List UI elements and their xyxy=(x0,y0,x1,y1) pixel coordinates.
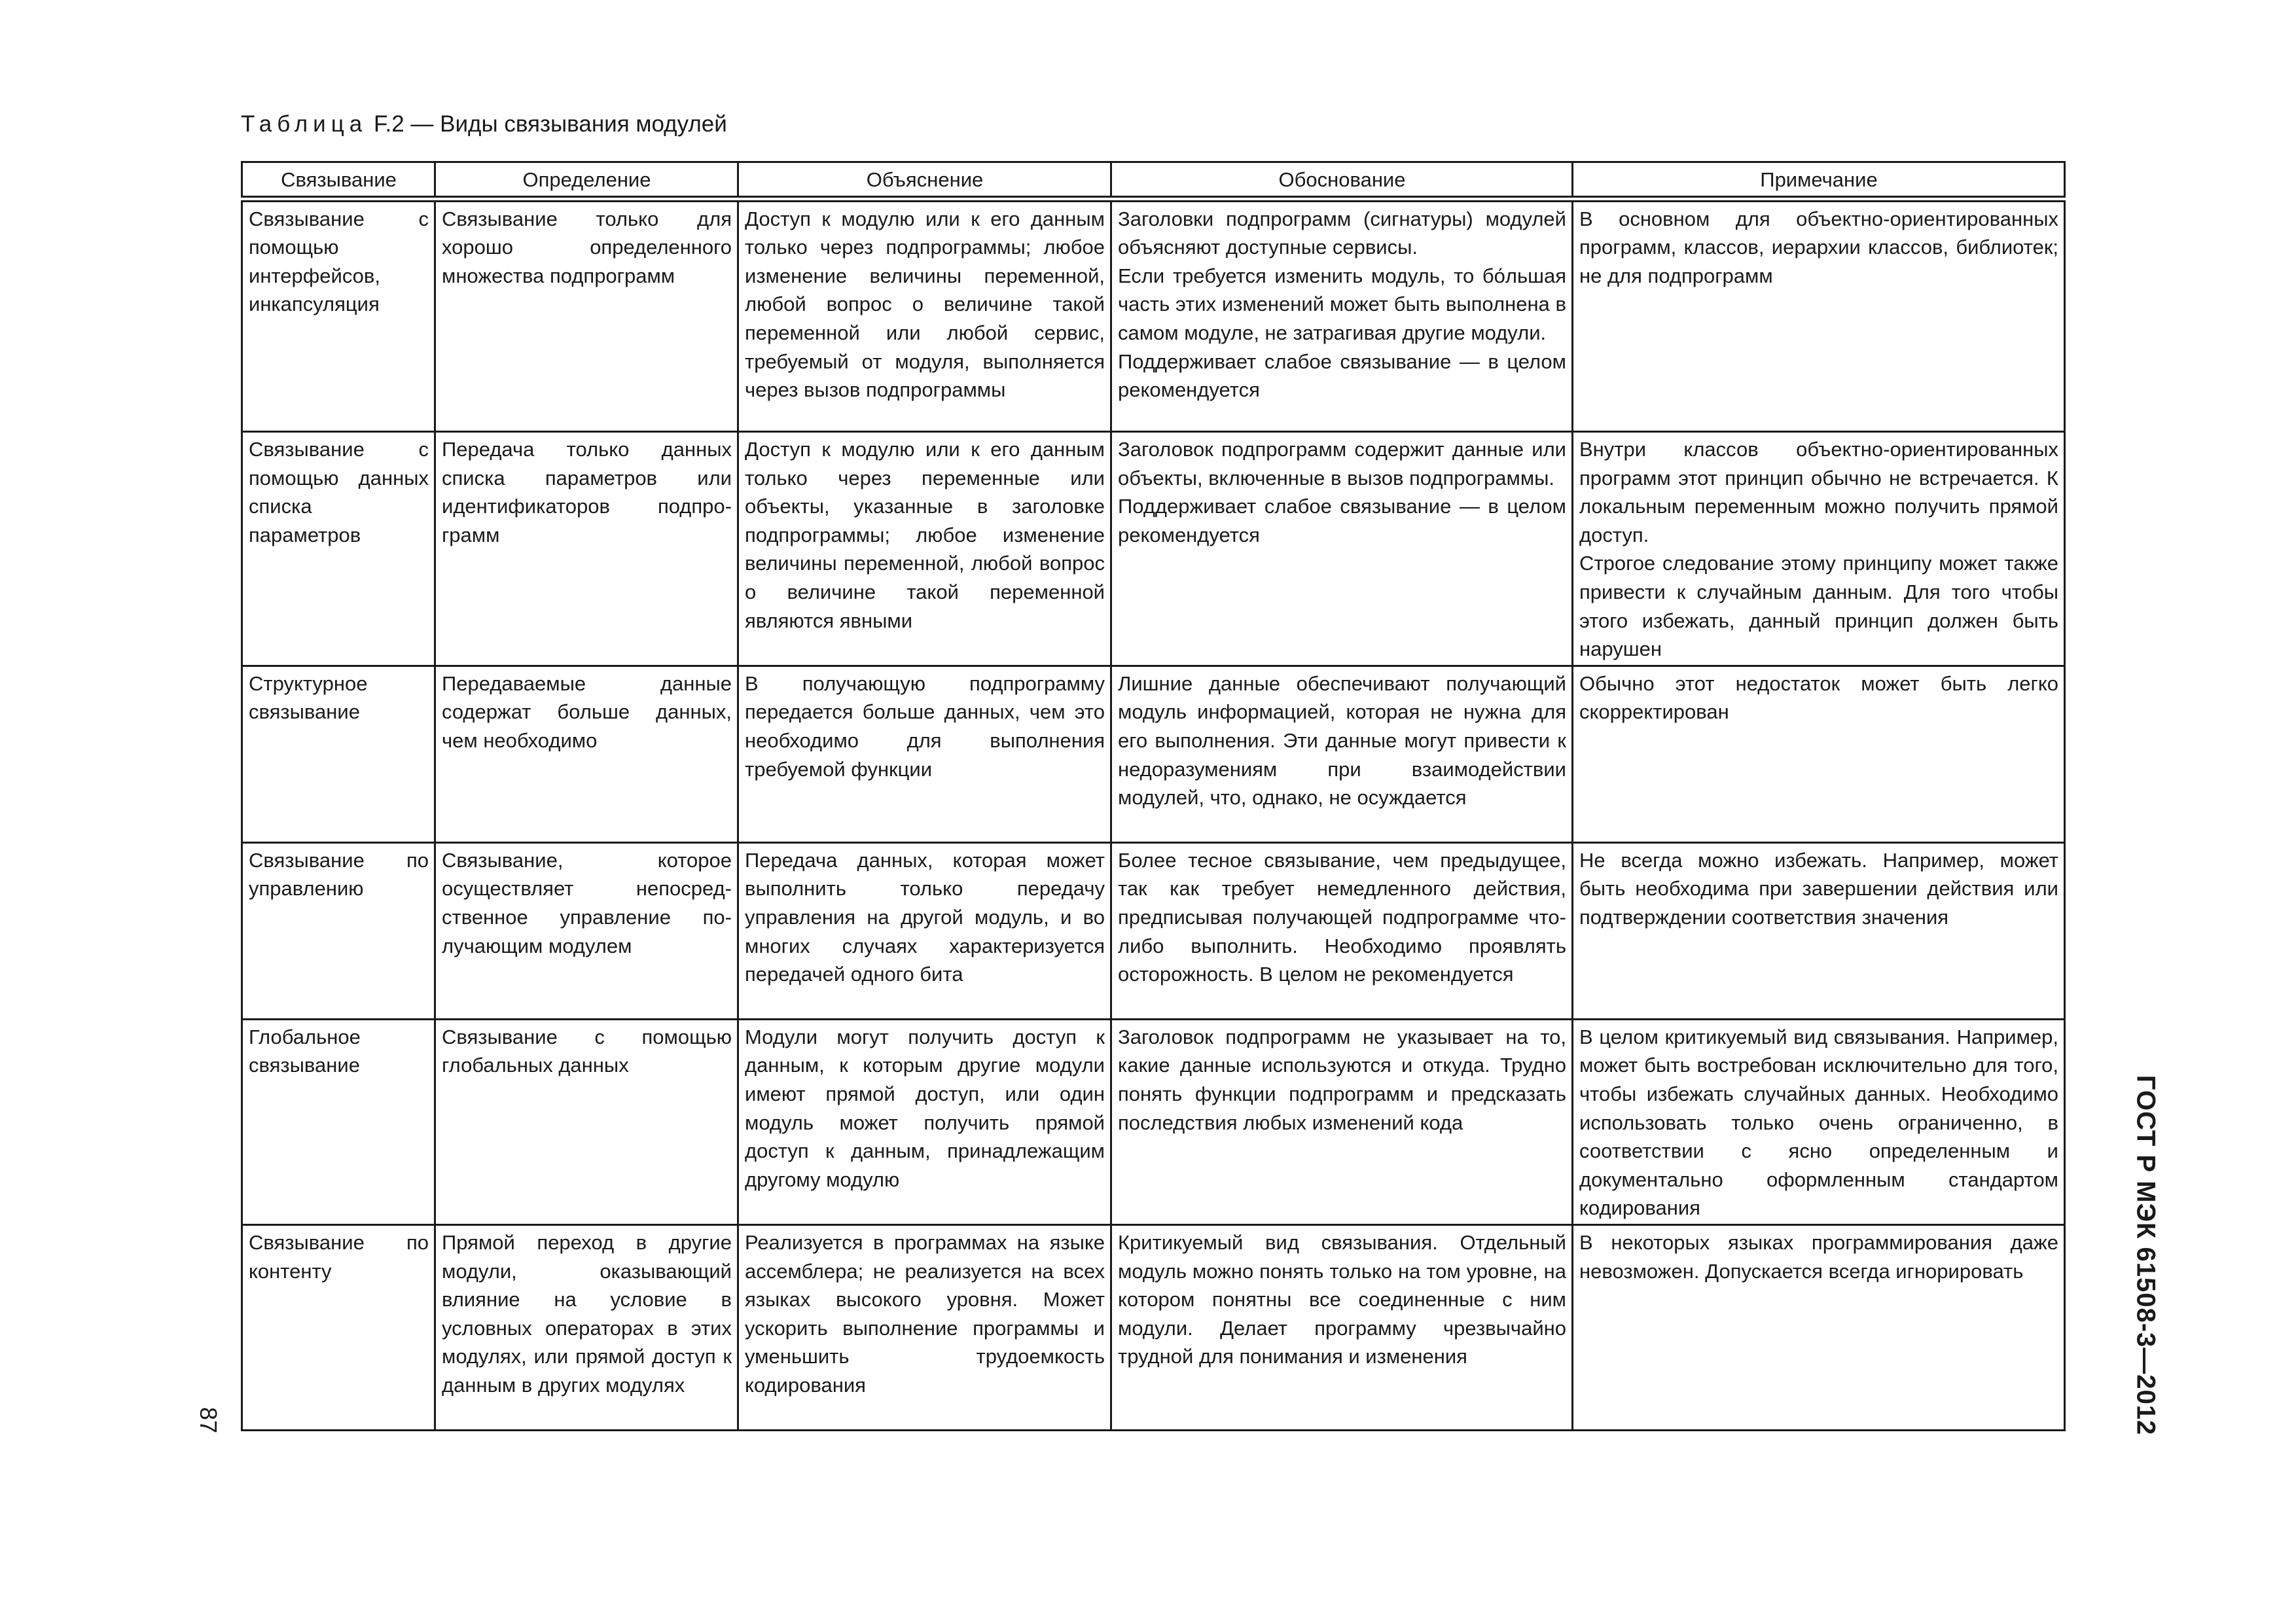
cell-definition: Связывание только для хорошо определенного множества подпрограмм xyxy=(435,199,738,432)
table-row xyxy=(242,199,2065,432)
cell-coupling: Структурное связывание xyxy=(242,666,435,842)
cell-definition: Связывание, которое осуществляет непосредственное управление получающим модулем xyxy=(435,842,738,1019)
cell-definition: Прямой переход в другие модули, оказывающий влияние на условие в условных операторах в этих модулях, или прямой доступ к данным в других модулях xyxy=(435,1225,738,1431)
document-side-title xyxy=(2119,1072,2172,1438)
cell-definition: Связывание с помощью глобальных данных xyxy=(435,1019,738,1224)
cell-definition: Передача только данных списка параметров или идентификаторов подпрограмм xyxy=(435,432,738,666)
cell-explanation: Доступ к модулю или к его данным только через подпрограммы; любое изменение величины переменной, любой вопрос о величине такой переменной или любой сервис, требуемый от модуля, выполняется через вызов подпрограммы xyxy=(738,199,1111,432)
cell-coupling: Связывание с помощью данных списка параметров xyxy=(242,432,435,666)
cell-justification: Лишние данные обеспечивают получающий модуль информацией, которая не нужна для его выполнения. Эти данные могут привести к недоразумениям при взаимодействии модулей, что, однако, не осуждается xyxy=(1111,666,1573,842)
cell-explanation: Реализуется в программах на языке ассемблера; не реализуется на всех языках высокого уровня. Может ускорить выполнение программы и уменьшить трудоемкость кодирования xyxy=(738,1225,1111,1431)
cell-justification: Заголовок подпрограмм не указывает на то, какие данные используются и откуда. Трудно понять функции подпрограмм и предсказать последствия любых изменений кода xyxy=(1111,1019,1573,1224)
header-definition: Определение xyxy=(435,162,738,199)
standard-designation: ГОСТ Р МЭК 61508-3—2012 xyxy=(2131,1075,2161,1436)
cell-coupling: Связывание по управлению xyxy=(242,842,435,1019)
cell-justification: Заголовок подпрограмм содержит данные или объекты, включенные в вызов подпрограммы. Поддерживает слабое связывание — в целом рекомендуется xyxy=(1111,432,1573,666)
cell-justification: Более тесное связывание, чем предыдущее, так как требует немедленного действия, предписывая получающей подпрограмме что-либо выполнить. Необходимо проявлять осторожность. В целом не рекомендуется xyxy=(1111,842,1573,1019)
caption-label: Таблица xyxy=(241,111,368,137)
table-row xyxy=(242,432,2065,666)
cell-explanation: Передача данных, которая может выполнить только передачу управления на другой модуль, и во многих случаях характеризуется передачей одного бита xyxy=(738,842,1111,1019)
page-number xyxy=(188,1400,228,1440)
cell-note: В некоторых языках программирования даже невозможен. Допускается всегда игнорировать xyxy=(1573,1225,2065,1431)
cell-coupling: Связывание с помощью интерфейсов, инкапсуляция xyxy=(242,199,435,432)
header-note: Примечание xyxy=(1573,162,2065,199)
table-row xyxy=(242,1225,2065,1431)
cell-justification: Критикуемый вид связывания. Отдельный модуль можно понять только на том уровне, на котором понятны все соединенные с ним модули. Делает программу чрезвычайно трудной для понимания и изменения xyxy=(1111,1225,1573,1431)
cell-note: Не всегда можно избежать. Например, может быть необходима при завершении действия или подтверждении соответствия значения xyxy=(1573,842,2065,1019)
cell-coupling: Глобальное связывание xyxy=(242,1019,435,1224)
page-number-text: 87 xyxy=(195,1406,222,1434)
table-caption xyxy=(241,110,727,139)
table-row xyxy=(242,842,2065,1019)
caption-number: F.2 xyxy=(373,111,404,137)
cell-explanation: Модули могут получить доступ к данным, к которым другие модули имеют прямой доступ, или один модуль может получить прямой доступ к данным, принадлежащим другому модулю xyxy=(738,1019,1111,1224)
cell-explanation: Доступ к модулю или к его данным только через переменные или объекты, указанные в заголовке подпрограммы; любое изменение величины переменной, любой вопрос о величине такой переменной являются явными xyxy=(738,432,1111,666)
cell-definition: Передаваемые данные содержат больше данных, чем необходимо xyxy=(435,666,738,842)
coupling-types-table xyxy=(241,161,2066,1431)
table-row xyxy=(242,666,2065,842)
cell-explanation: В получающую подпрограмму передается больше данных, чем это необходимо для выполнения требуемой функции xyxy=(738,666,1111,842)
cell-note: В основном для объектно-ориентированных программ, классов, иерархии классов, библиотек; не для подпрограмм xyxy=(1573,199,2065,432)
cell-note: Внутри классов объектно-ориентированных программ этот принцип обычно не встречается. К локальным переменным можно получить прямой доступ. Строгое следование этому принципу может также привести к случайным данным. Для того чтобы этого избежать, данный принцип должен быть нарушен xyxy=(1573,432,2065,666)
table-row xyxy=(242,1019,2065,1224)
header-justification: Обоснование xyxy=(1111,162,1573,199)
header-explanation: Объяснение xyxy=(738,162,1111,199)
table-header-row xyxy=(242,162,2065,199)
cell-coupling: Связывание по контенту xyxy=(242,1225,435,1431)
header-coupling: Связывание xyxy=(242,162,435,199)
cell-note: В целом критикуемый вид связывания. Например, может быть востребован исключительно для того, чтобы избежать случайных данных. Необходимо использовать только очень ограниченно, в соответствии с ясно определенным и документально оформленным стандартом кодирования xyxy=(1573,1019,2065,1224)
caption-text: — Виды связывания модулей xyxy=(410,111,727,137)
cell-justification: Заголовки подпрограмм (сигнатуры) модулей объясняют доступные сервисы. Если требуется изменить модуль, то бо́льшая часть этих изменений может быть выполнена в самом модуле, не затрагивая другие модули. Поддерживает слабое связывание — в целом рекомендуется xyxy=(1111,199,1573,432)
cell-note: Обычно этот недостаток может быть легко скорректирован xyxy=(1573,666,2065,842)
